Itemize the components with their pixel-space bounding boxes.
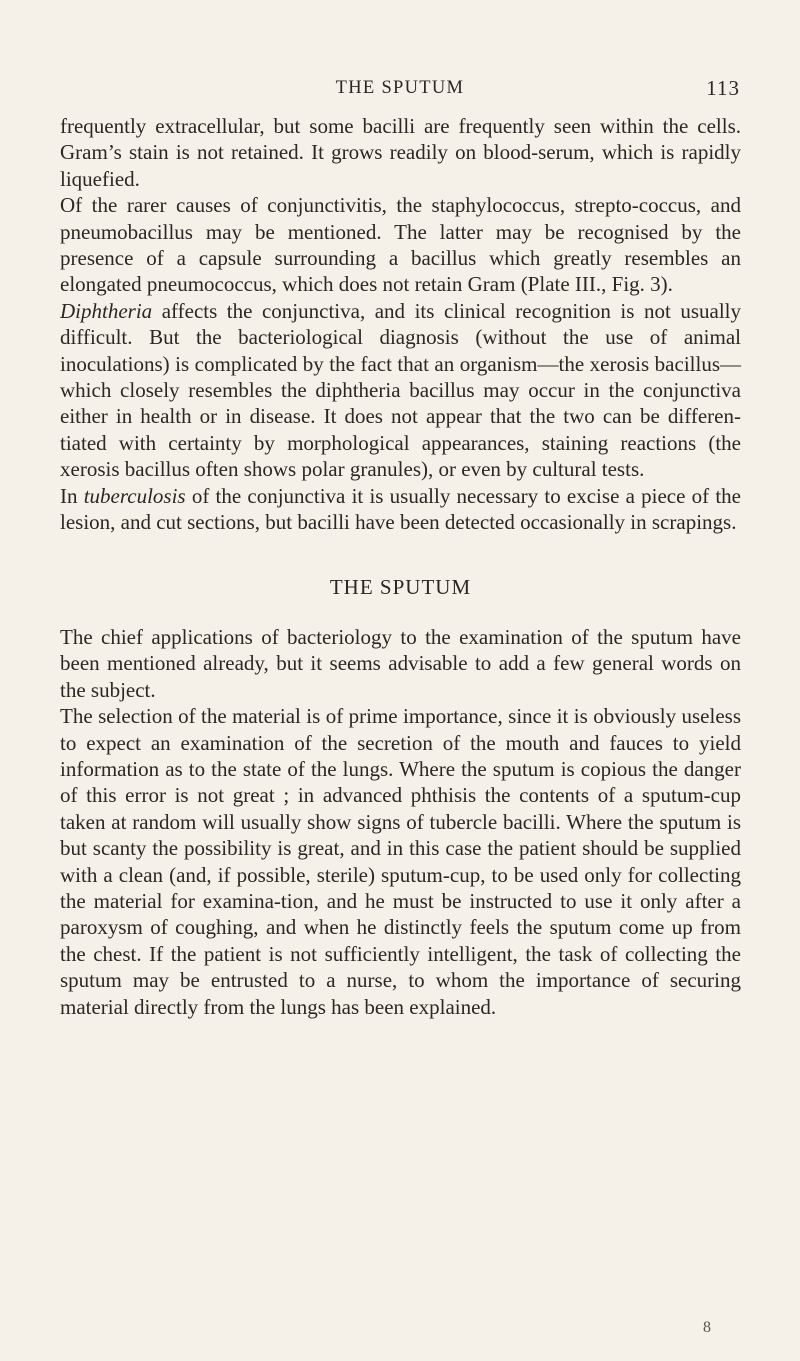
paragraph-tuberculosis	[60, 483, 741, 536]
paragraph-diphtheria	[60, 298, 741, 483]
paragraph-continued	[60, 113, 741, 192]
paragraph-text: frequently extracellular, but some bacilli are frequently seen within the cells. Gram’s stain is not retained. It grows readily on blood-serum, which is rapidly liquefied.	[60, 114, 741, 191]
italic-term-tuberculosis: tuberculosis	[83, 483, 186, 508]
italic-term-diphtheria: Diphtheria	[60, 298, 153, 323]
body-text	[60, 113, 741, 1020]
running-title: THE SPUTUM	[335, 78, 465, 98]
paragraph-text: Of the rarer causes of conjunctivitis, the staphylococcus, strepto-coccus, and pneumobacillus may be mentioned. The latter may be recognised by the presence of a capsule surrounding a bacillus which greatly resembles an elongated pneumococcus, which does not retain Gram (Plate III., Fig. 3).	[60, 193, 741, 297]
paragraph-text: The selection of the material is of prime importance, since it is obviously useless to expect an examination of the secretion of the mouth and fauces to yield information as to the state of the lungs. Where the sputum is copious the danger of this error is not great ; in advanced phthisis the contents of a sputum-cup taken at random will usually show signs of tubercle bacilli. Where the sputum is but scanty the possibility is great, and in this case the patient should be supplied with a clean (and, if possible, sterile) sputum-cup, to be used only for collecting the material for examina-tion, and he must be instructed to use it only after a paroxysm of coughing, and when he distinctly feels the sputum come up from the chest. If the patient is not sufficiently intelligent, the task of collecting the sputum may be entrusted to a nurse, to whom the importance of securing material directly from the lungs has been explained.	[60, 704, 741, 1019]
paragraph-text: of the conjunctiva it is usually necessary to excise a piece of the lesion, and cut sections, but bacilli have been detected occasionally in scrapings.	[60, 483, 741, 535]
signature-mark: 8	[703, 1319, 711, 1336]
paragraph-sputum-selection	[60, 703, 741, 1020]
running-head	[0, 78, 800, 108]
paragraph-sputum-intro	[60, 624, 741, 703]
page-number: 113	[706, 76, 740, 100]
paragraph-text: The chief applications of bacteriology to the examination of the sputum have been mentioned already, but it seems advisable to add a few general words on the subject.	[60, 624, 741, 702]
section-heading: THE SPUTUM	[329, 574, 472, 599]
paragraph-text: affects the conjunctiva, and its clinical recognition is not usually difficult. But the bacteriological diagnosis (without the use of animal inoculations) is complicated by the fact that an organism—the xerosis bacillus—which closely resembles the diphtheria bacillus may occur in the conjunctiva either in health or in disease. It does not appear that the two can be differen-tiated with certainty by morphological appearances, staining reactions (the xerosis bacillus often shows polar granules), or even by cultural tests.	[60, 298, 741, 482]
paragraph-lead-text: In	[60, 483, 84, 508]
paragraph-rarer-causes	[60, 192, 741, 298]
